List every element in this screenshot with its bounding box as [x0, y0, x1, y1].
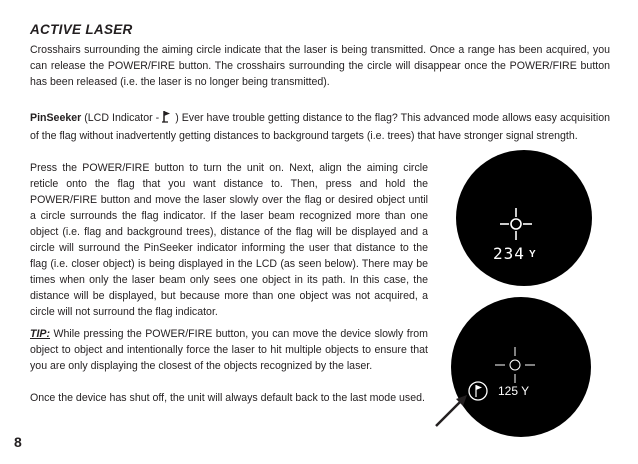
instructions-paragraph: Press the POWER/FIRE button to turn the unit on. Next, align the aiming circle reticle onto the flag that you want distance to. Then, press and hold the POWER/FIRE button and move the laser slowly over the flag or desired object until a circle surrounds the flag indicator. If the laser beam recognized more than one object (i.e. flag and background trees), distance of the flag will be displayed and a circle will surround the PinSeeker indicator informing the user that distance to the flag (i.e. closer object) is being displayed in the LCD (as seen below). There may be times when only the laser beam only sees one object in its path. In this case, the distance will be displayed, but because more than one object was not acquired, a circle will not surround the flag indicator. [30, 162, 428, 318]
distance-unit-lcd: Y [529, 249, 536, 260]
active-laser-paragraph: Crosshairs surrounding the aiming circle indicate that the laser is being transmitted. Once a range has been acquired, you can release the POWER/FIRE button. The crosshairs surrounding the circle will disappear once the POWER/FIRE button has been released (i.e. the laser is no longer being transmitted). [30, 44, 610, 88]
closing-paragraph: Once the device has shut off, the unit will always default back to the last mode used. [30, 392, 425, 404]
lcd-indicator-text: (LCD Indicator - [81, 112, 163, 124]
page-number: 8 [14, 434, 22, 450]
section-title: ACTIVE LASER [30, 22, 133, 37]
pinseeker-label: PinSeeker [30, 112, 82, 124]
distance-reading-lcd: 234 [493, 244, 525, 263]
pinseeker-description: ) Ever have trouble getting distance to the flag? This advanced mode allows easy acquisition of the flag without inadvertently getting distances to background targets (i.e. trees) that have stronger signal strength. [30, 112, 610, 142]
tip-text: While pressing the POWER/FIRE button, you can move the device slowly from object to object and intentionally force the laser to hit multiple objects to ensure that you are only displaying the closest of the objects recognized by the laser. [30, 328, 428, 372]
distance-reading-pinseeker: 125 Y [498, 384, 530, 398]
tip-label: TIP: [30, 328, 51, 340]
